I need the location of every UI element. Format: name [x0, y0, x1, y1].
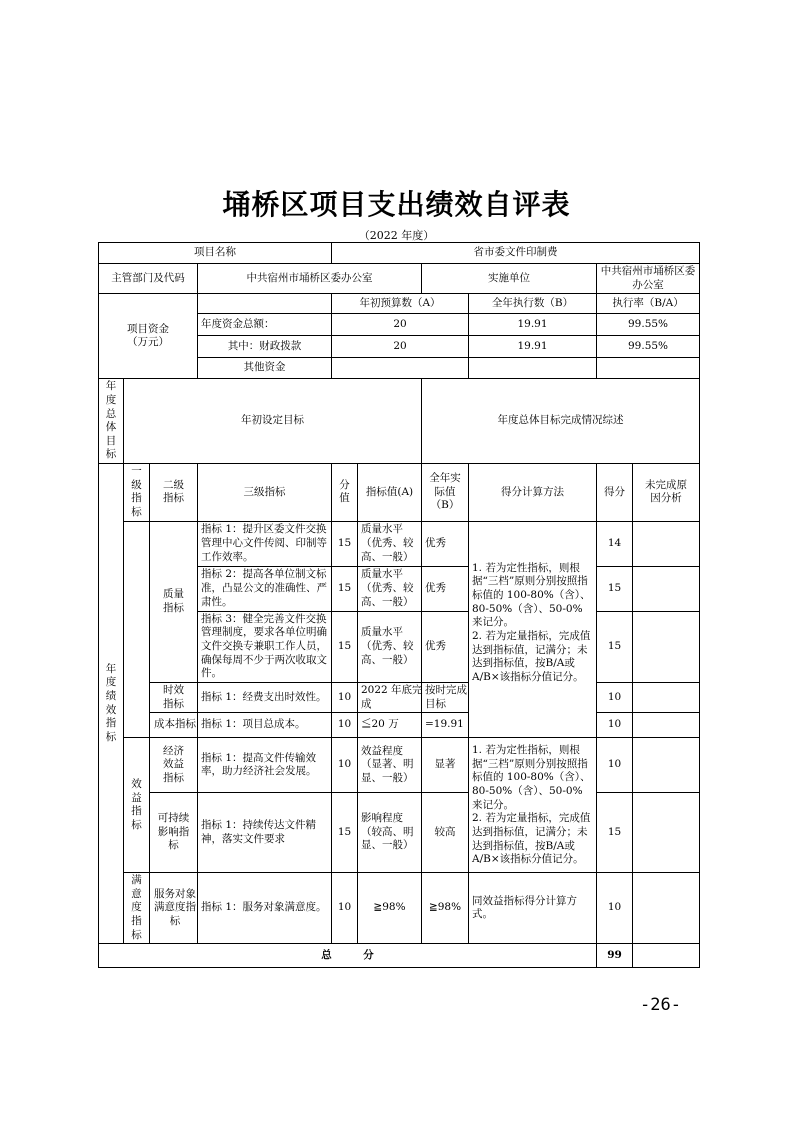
timeliness-label: 时效指标 — [150, 682, 198, 712]
header-reason: 未完成原因分析 — [633, 464, 700, 522]
total-label: 总 分 — [99, 944, 597, 968]
overall-side-label: 年度总体目标 — [99, 379, 124, 464]
funds-label — [99, 294, 198, 379]
indicator-target: 影响程度（较高、明显、一般） — [358, 793, 422, 873]
indicator-score: 15 — [597, 793, 633, 873]
page-number: -26- — [640, 995, 681, 1015]
indicator-actual: 较高 — [422, 793, 469, 873]
funds-label-line2: （万元） — [127, 336, 169, 349]
indicator-target: ≧98% — [358, 873, 422, 944]
total-reason — [633, 944, 700, 968]
economic-label: 经济效益指标 — [150, 738, 198, 793]
indicator-score: 14 — [597, 521, 633, 566]
indicator-name: 指标 1：持续传达文件精神，落实文件要求 — [198, 793, 332, 873]
funds-row-rate: 99.55% — [597, 336, 700, 358]
funds-header-empty — [198, 294, 332, 314]
indicator-actual: 优秀 — [422, 566, 469, 611]
benefit-level1: 效益指标 — [124, 738, 150, 873]
project-name-label: 项目名称 — [99, 243, 332, 264]
year-label: （2022 年度） — [358, 229, 435, 242]
indicator-target: 效益程度（显著、明显、一般） — [358, 738, 422, 793]
indicator-score: 10 — [597, 713, 633, 738]
indicator-name: 指标 1：经费支出时效性。 — [198, 682, 332, 712]
indicator-weight: 15 — [332, 521, 358, 566]
indicator-actual: 优秀 — [422, 521, 469, 566]
method-text: 1. 若为定性指标，则根据“三档”原则分别按照指标值的 100-80%（含）、80-50%（含）、50-0%来记分。 2. 若为定量指标，完成值达到指标值，记满分；未达到指标值，按B/A或A/B×该指标分值记分。 — [469, 521, 597, 737]
cost-label: 成本指标 — [150, 713, 198, 738]
indicator-name: 指标 1：服务对象满意度。 — [198, 873, 332, 944]
indicator-target: 2022 年底完成 — [358, 682, 422, 712]
header-level1: 一级指标 — [124, 464, 150, 522]
indicator-name: 指标 1：提升区委文件交换管理中心文件传阅、印制等工作效率。 — [198, 521, 332, 566]
overall-summary: 年度总体目标完成情况综述 — [422, 379, 700, 464]
indicator-reason — [633, 738, 700, 793]
header-score: 得分 — [597, 464, 633, 522]
funds-header-budget: 年初预算数（A） — [332, 294, 469, 314]
indicator-actual: 按时完成目标 — [422, 682, 469, 712]
indicator-target: 质量水平（优秀、较高、一般） — [358, 611, 422, 682]
indicator-reason — [633, 793, 700, 873]
indicator-target: 质量水平（优秀、较高、一般） — [358, 521, 422, 566]
total-score: 99 — [597, 944, 633, 968]
funds-row-label: 其他资金 — [198, 358, 332, 379]
header-level2: 二级指标 — [150, 464, 198, 522]
funds-row-budget: 20 — [332, 314, 469, 336]
funds-row-exec — [469, 358, 597, 379]
indicator-weight: 10 — [332, 873, 358, 944]
indicator-reason — [633, 713, 700, 738]
impl-label: 实施单位 — [422, 264, 597, 294]
quality-label: 质量指标 — [150, 521, 198, 682]
page-title: 埇桥区项目支出绩效自评表 — [222, 188, 571, 221]
indicator-actual: 显著 — [422, 738, 469, 793]
funds-label-line1: 项目资金 — [127, 322, 169, 335]
indicator-weight: 15 — [332, 566, 358, 611]
indicator-weight: 10 — [332, 738, 358, 793]
indicator-weight: 10 — [332, 682, 358, 712]
funds-row-exec: 19.91 — [469, 336, 597, 358]
performance-table — [98, 242, 700, 968]
indicator-reason — [633, 521, 700, 566]
satisfaction-level1: 满意度指标 — [124, 873, 150, 944]
method-text: 1. 若为定性指标，则根据“三档”原则分别按照指标值的 100-80%（含）、80-50%（含）、50-0%来记分。 2. 若为定量指标，完成值达到指标值，记满分；未达到指标值，按B/A或A/B×该指标分值记分。 — [469, 738, 597, 873]
indicator-name: 指标 3：健全完善文件交换管理制度，要求各单位明确文件交换专兼职工作人员，确保每周不少于两次收取文件。 — [198, 611, 332, 682]
header-level3: 三级指标 — [198, 464, 332, 522]
indicator-actual: 优秀 — [422, 611, 469, 682]
funds-row-budget — [332, 358, 469, 379]
funds-header-rate: 执行率（B/A） — [597, 294, 700, 314]
indicator-reason — [633, 611, 700, 682]
header-weight: 分值 — [332, 464, 358, 522]
service-label: 服务对象满意度指标 — [150, 873, 198, 944]
funds-row-rate — [597, 358, 700, 379]
indicator-name: 指标 1：项目总成本。 — [198, 713, 332, 738]
indicator-score: 10 — [597, 738, 633, 793]
method-text: 同效益指标得分计算方式。 — [469, 873, 597, 944]
indicator-target: 质量水平（优秀、较高、一般） — [358, 566, 422, 611]
indicator-weight: 10 — [332, 713, 358, 738]
indicators-side-label: 年度绩效指标 — [99, 464, 124, 944]
indicator-weight: 15 — [332, 611, 358, 682]
indicator-score: 10 — [597, 873, 633, 944]
funds-row-label: 年度资金总额： — [198, 314, 332, 336]
indicator-actual: =19.91 — [422, 713, 469, 738]
impl-value: 中共宿州市埇桥区委办公室 — [597, 264, 700, 294]
indicator-weight: 15 — [332, 793, 358, 873]
indicator-actual: ≧98% — [422, 873, 469, 944]
project-name-value: 省市委文件印制费 — [332, 243, 700, 264]
header-target: 指标值(A) — [358, 464, 422, 522]
indicator-reason — [633, 873, 700, 944]
indicator-reason — [633, 566, 700, 611]
indicator-name: 指标 2：提高各单位制文标准，凸显公文的准确性、严肃性。 — [198, 566, 332, 611]
output-level1 — [124, 521, 150, 737]
dept-label: 主管部门及代码 — [99, 264, 198, 294]
indicator-score: 15 — [597, 611, 633, 682]
dept-value: 中共宿州市埇桥区委办公室 — [198, 264, 422, 294]
funds-row-exec: 19.91 — [469, 314, 597, 336]
sustain-label: 可持续影响指标 — [150, 793, 198, 873]
funds-row-label: 其中：财政拨款 — [198, 336, 332, 358]
indicator-reason — [633, 682, 700, 712]
header-method: 得分计算方法 — [469, 464, 597, 522]
funds-header-exec: 全年执行数（B） — [469, 294, 597, 314]
indicator-target: ≦20 万 — [358, 713, 422, 738]
indicator-score: 10 — [597, 682, 633, 712]
funds-row-rate: 99.55% — [597, 314, 700, 336]
header-actual: 全年实际值（B） — [422, 464, 469, 522]
funds-row-budget: 20 — [332, 336, 469, 358]
indicator-name: 指标 1：提高文件传输效率，助力经济社会发展。 — [198, 738, 332, 793]
indicator-score: 15 — [597, 566, 633, 611]
overall-initial-goal: 年初设定目标 — [124, 379, 422, 464]
